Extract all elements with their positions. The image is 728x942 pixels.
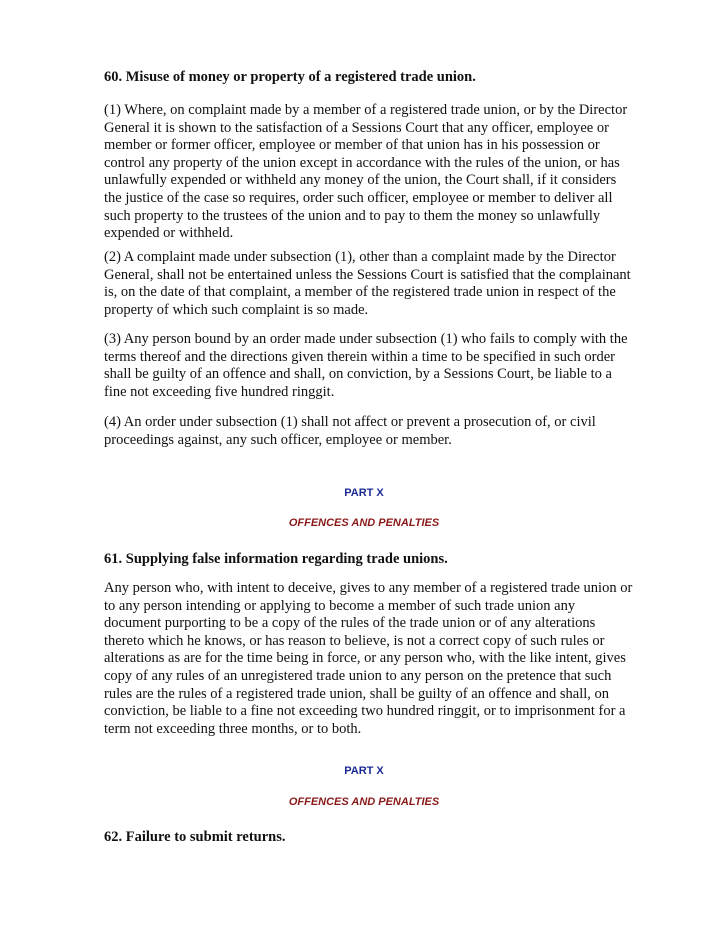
section-60-subsection-4: (4) An order under subsection (1) shall not affect or prevent a prosecution of, or civil proceedings against, any such officer, employee or member. <box>104 414 596 448</box>
part-title-label: OFFENCES AND PENALTIES <box>288 796 440 808</box>
section-60-subsection-2: (2) A complaint made under subsection (1), other than a complaint made by the Director General, shall not be entertained unless the Sessions Court is satisfied that the complainant is, on the date of that complaint, a member of the registered trade union in respect of the property of which such complaint is so made. <box>104 249 631 318</box>
section-61-heading: 61. Supplying false information regarding trade unions. <box>104 551 448 567</box>
section-62-heading: 62. Failure to submit returns. <box>104 829 286 845</box>
section-60-heading: 60. Misuse of money or property of a registered trade union. <box>104 69 476 85</box>
section-60-subsection-1: (1) Where, on complaint made by a member of a registered trade union, or by the Director General it is shown to the satisfaction of a Sessions Court that any officer, employee or member or former officer, employee or member of that union has in his possession or control any property of the union except in accordance with the rules of the union, or has unlawfully expended or withheld any money of the union, the Court shall, if it considers the justice of the case so requires, order such officer, employee or member to deliver all such property to the trustees of the union and to pay to them the money so unlawfully expended or withheld. <box>104 102 628 242</box>
section-60-subsection-3: (3) Any person bound by an order made under subsection (1) who fails to comply with the terms thereof and the directions given therein within a time to be specified in such order shall be guilty of an offence and shall, on conviction, by a Sessions Court, be liable to a fine not exceeding five hundred ringgit. <box>104 331 628 400</box>
part-title-label: OFFENCES AND PENALTIES <box>288 517 440 529</box>
part-number-label: PART X <box>344 487 384 499</box>
section-61-body: Any person who, with intent to deceive, gives to any member of a registered trade union or to any person intending or applying to become a member of such trade union any document purporting to be a copy of the rules of the trade union or of any alterations thereto which he knows, or has reason to believe, is not a correct copy of such rules or alterations as are for the time being in force, or any person who, with the like intent, gives copy of any rules of an unregistered trade union to any person on the pretence that such rules are the rules of a registered trade union, shall be guilty of an offence and shall, on conviction, be liable to a fine not exceeding two hundred ringgit, or to imprisonment for a term not exceeding three months, or to both. <box>104 580 633 737</box>
part-number-label: PART X <box>344 765 384 777</box>
